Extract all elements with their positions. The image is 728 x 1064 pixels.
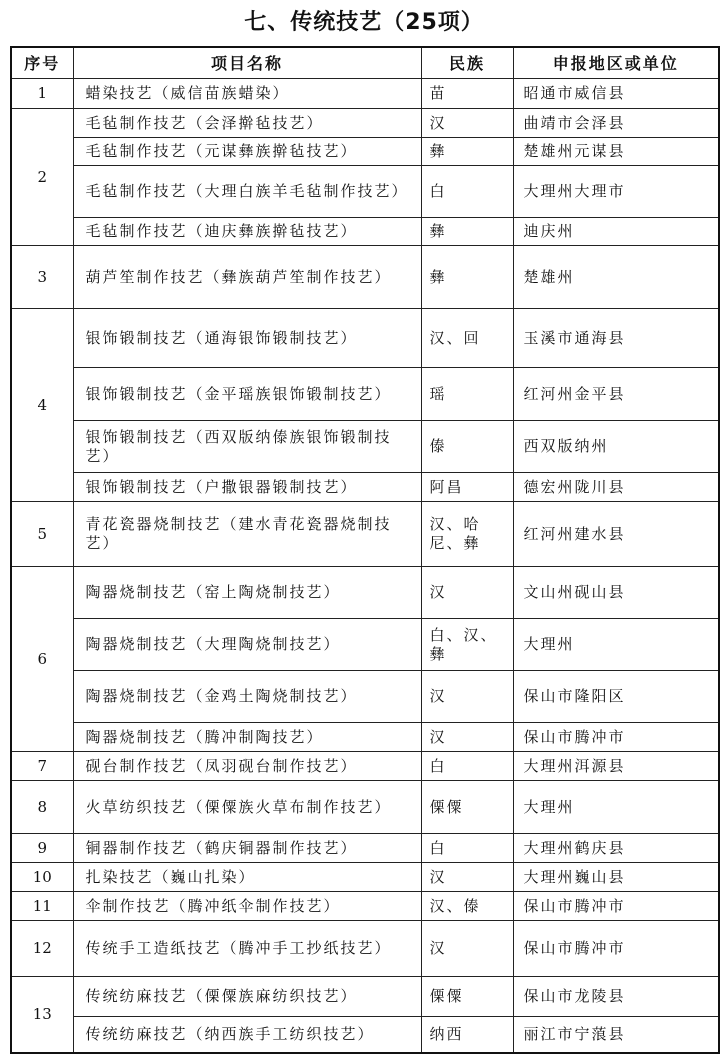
table-row <box>11 166 719 218</box>
table-row <box>11 723 719 752</box>
region-cell: 保山市龙陵县 <box>513 977 719 1017</box>
ethnic-group-cell: 白 <box>421 834 513 863</box>
table-row <box>11 309 719 368</box>
heritage-table <box>10 46 720 1054</box>
ethnic-group-cell: 白 <box>421 166 513 218</box>
region-cell: 昭通市威信县 <box>513 79 719 109</box>
table-row <box>11 502 719 567</box>
project-name-cell: 传统纺麻技艺（傈僳族麻纺织技艺） <box>73 977 421 1017</box>
project-name-cell: 砚台制作技艺（凤羽砚台制作技艺） <box>73 752 421 781</box>
table-body <box>11 79 719 1053</box>
table-row <box>11 79 719 109</box>
project-name-cell: 银饰锻制技艺（金平瑶族银饰锻制技艺） <box>73 368 421 421</box>
row-number: 6 <box>11 567 73 752</box>
project-name-cell: 银饰锻制技艺（西双版纳傣族银饰锻制技艺） <box>73 421 421 473</box>
region-cell: 保山市腾冲市 <box>513 892 719 921</box>
region-cell: 西双版纳州 <box>513 421 719 473</box>
header-project-name: 项目名称 <box>73 47 421 79</box>
ethnic-group-cell: 白 <box>421 752 513 781</box>
region-cell: 红河州建水县 <box>513 502 719 567</box>
table-row <box>11 1017 719 1053</box>
ethnic-group-cell: 汉、哈尼、彝 <box>421 502 513 567</box>
table-row <box>11 863 719 892</box>
project-name-cell: 扎染技艺（巍山扎染） <box>73 863 421 892</box>
project-name-cell: 银饰锻制技艺（户撒银器锻制技艺） <box>73 473 421 502</box>
region-cell: 迪庆州 <box>513 218 719 246</box>
project-name-cell: 葫芦笙制作技艺（彝族葫芦笙制作技艺） <box>73 246 421 309</box>
table-row <box>11 567 719 619</box>
region-cell: 文山州砚山县 <box>513 567 719 619</box>
row-number: 3 <box>11 246 73 309</box>
ethnic-group-cell: 瑶 <box>421 368 513 421</box>
project-name-cell: 铜器制作技艺（鹤庆铜器制作技艺） <box>73 834 421 863</box>
table-header-row <box>11 47 719 79</box>
project-name-cell: 毛毡制作技艺（会泽擀毡技艺） <box>73 109 421 138</box>
region-cell: 大理州 <box>513 781 719 834</box>
table-row <box>11 619 719 671</box>
table-row <box>11 977 719 1017</box>
row-number: 13 <box>11 977 73 1053</box>
row-number: 12 <box>11 921 73 977</box>
row-number: 2 <box>11 109 73 246</box>
header-no: 序号 <box>11 47 73 79</box>
ethnic-group-cell: 汉 <box>421 671 513 723</box>
ethnic-group-cell: 傣 <box>421 421 513 473</box>
ethnic-group-cell: 汉、傣 <box>421 892 513 921</box>
table-row <box>11 473 719 502</box>
ethnic-group-cell: 汉 <box>421 921 513 977</box>
row-number: 5 <box>11 502 73 567</box>
page-title: 七、传统技艺（25项） <box>244 10 484 35</box>
header-region: 申报地区或单位 <box>513 47 719 79</box>
project-name-cell: 陶器烧制技艺（大理陶烧制技艺） <box>73 619 421 671</box>
row-number: 8 <box>11 781 73 834</box>
table-row <box>11 109 719 138</box>
region-cell: 保山市腾冲市 <box>513 723 719 752</box>
project-name-cell: 银饰锻制技艺（通海银饰锻制技艺） <box>73 309 421 368</box>
region-cell: 大理州鹤庆县 <box>513 834 719 863</box>
ethnic-group-cell: 阿昌 <box>421 473 513 502</box>
ethnic-group-cell: 白、汉、彝 <box>421 619 513 671</box>
table-row <box>11 834 719 863</box>
row-number: 9 <box>11 834 73 863</box>
row-number: 4 <box>11 309 73 502</box>
row-number: 1 <box>11 79 73 109</box>
ethnic-group-cell: 纳西 <box>421 1017 513 1053</box>
region-cell: 大理州 <box>513 619 719 671</box>
project-name-cell: 青花瓷器烧制技艺（建水青花瓷器烧制技艺） <box>73 502 421 567</box>
table-row <box>11 752 719 781</box>
project-name-cell: 陶器烧制技艺（金鸡土陶烧制技艺） <box>73 671 421 723</box>
ethnic-group-cell: 彝 <box>421 138 513 166</box>
region-cell: 德宏州陇川县 <box>513 473 719 502</box>
ethnic-group-cell: 傈僳 <box>421 781 513 834</box>
ethnic-group-cell: 汉 <box>421 109 513 138</box>
region-cell: 楚雄州 <box>513 246 719 309</box>
region-cell: 楚雄州元谋县 <box>513 138 719 166</box>
header-ethnic-group: 民族 <box>421 47 513 79</box>
region-cell: 保山市隆阳区 <box>513 671 719 723</box>
region-cell: 大理州大理市 <box>513 166 719 218</box>
project-name-cell: 传统手工造纸技艺（腾冲手工抄纸技艺） <box>73 921 421 977</box>
table-row <box>11 138 719 166</box>
region-cell: 保山市腾冲市 <box>513 921 719 977</box>
region-cell: 玉溪市通海县 <box>513 309 719 368</box>
table-row <box>11 421 719 473</box>
project-name-cell: 陶器烧制技艺（窑上陶烧制技艺） <box>73 567 421 619</box>
region-cell: 丽江市宁蒗县 <box>513 1017 719 1053</box>
ethnic-group-cell: 汉 <box>421 723 513 752</box>
row-number: 11 <box>11 892 73 921</box>
project-name-cell: 毛毡制作技艺（迪庆彝族擀毡技艺） <box>73 218 421 246</box>
region-cell: 曲靖市会泽县 <box>513 109 719 138</box>
ethnic-group-cell: 汉、回 <box>421 309 513 368</box>
project-name-cell: 火草纺织技艺（傈僳族火草布制作技艺） <box>73 781 421 834</box>
project-name-cell: 毛毡制作技艺（元谋彝族擀毡技艺） <box>73 138 421 166</box>
table-row <box>11 671 719 723</box>
table-row <box>11 781 719 834</box>
ethnic-group-cell: 汉 <box>421 567 513 619</box>
table-row <box>11 892 719 921</box>
table-row <box>11 368 719 421</box>
ethnic-group-cell: 傈僳 <box>421 977 513 1017</box>
project-name-cell: 陶器烧制技艺（腾冲制陶技艺） <box>73 723 421 752</box>
project-name-cell: 伞制作技艺（腾冲纸伞制作技艺） <box>73 892 421 921</box>
project-name-cell: 毛毡制作技艺（大理白族羊毛毡制作技艺） <box>73 166 421 218</box>
ethnic-group-cell: 彝 <box>421 218 513 246</box>
table-row <box>11 218 719 246</box>
ethnic-group-cell: 彝 <box>421 246 513 309</box>
ethnic-group-cell: 苗 <box>421 79 513 109</box>
table-row <box>11 921 719 977</box>
region-cell: 大理州洱源县 <box>513 752 719 781</box>
project-name-cell: 传统纺麻技艺（纳西族手工纺织技艺） <box>73 1017 421 1053</box>
project-name-cell: 蜡染技艺（威信苗族蜡染） <box>73 79 421 109</box>
ethnic-group-cell: 汉 <box>421 863 513 892</box>
region-cell: 大理州巍山县 <box>513 863 719 892</box>
row-number: 10 <box>11 863 73 892</box>
table-row <box>11 246 719 309</box>
row-number: 7 <box>11 752 73 781</box>
region-cell: 红河州金平县 <box>513 368 719 421</box>
